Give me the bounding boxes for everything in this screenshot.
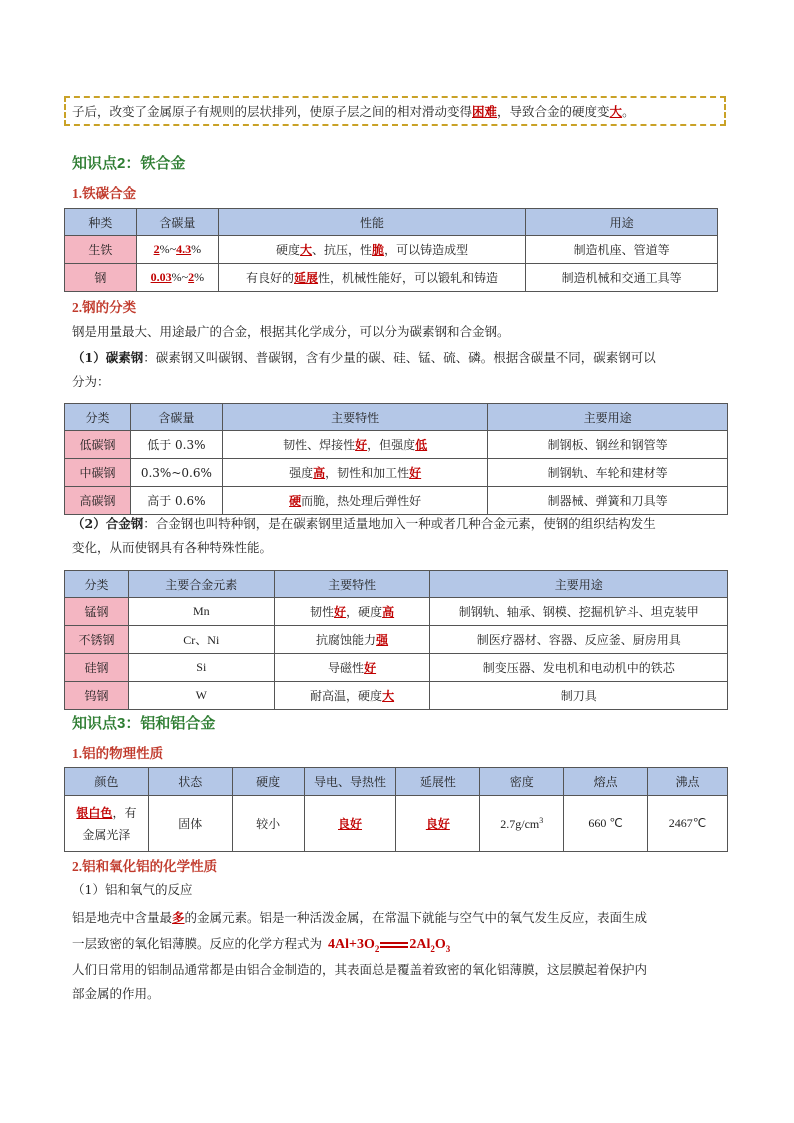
table-header: 分类 xyxy=(65,404,131,431)
row-label: 锰钢 xyxy=(65,598,129,626)
paragraph: （1）碳素钢：碳素钢又叫碳钢、普碳钢，含有少量的碳、硅、锰、硫、磷。根据含碳量不同，碳素钢可以 分为： xyxy=(72,350,656,389)
use-cell: 制器械、弹簧和刀具等 xyxy=(488,487,728,515)
boiling-point-cell: 2467℃ xyxy=(648,796,728,852)
property-cell: 韧性好，硬度高 xyxy=(274,598,430,626)
iron-carbon-table xyxy=(64,208,718,292)
melting-point-cell: 660 ℃ xyxy=(564,796,648,852)
carbon-cell: 0.3%~0.6% xyxy=(130,459,222,487)
answer-blank: 困难 xyxy=(472,105,498,119)
table-header: 主要合金元素 xyxy=(128,571,274,598)
property-cell: 韧性、焊接性好，但强度低 xyxy=(222,431,488,459)
table-header: 用途 xyxy=(526,209,718,236)
row-label: 硅钢 xyxy=(65,654,129,682)
table-row xyxy=(65,236,718,264)
property-cell: 硬度大、抗压，性脆，可以铸造成型 xyxy=(218,236,525,264)
answer-blank: 大 xyxy=(609,105,623,119)
section-title: 知识点2：铁合金 xyxy=(72,155,186,172)
carbon-cell: 低于 0.3% xyxy=(130,431,222,459)
row-label: 钢 xyxy=(65,264,137,292)
color-cell: 银白色，有 金属光泽 xyxy=(65,796,149,852)
paragraph: 一层致密的氧化铝薄膜。反应的化学方程式为 $4Al+3O_2$ $2Al_2O_3$ xyxy=(72,936,451,954)
use-cell: 制造机座、管道等 xyxy=(526,236,718,264)
property-cell: 抗腐蚀能力强 xyxy=(274,626,430,654)
property-cell: 耐高温，硬度大 xyxy=(274,682,430,710)
use-cell: 制医疗器材、容器、反应釜、厨房用具 xyxy=(430,626,728,654)
carbon-steel-table xyxy=(64,403,728,515)
state-cell: 固体 xyxy=(148,796,232,852)
table-header: 含碳量 xyxy=(130,404,222,431)
table-header: 密度 xyxy=(480,768,564,796)
table-header: 硬度 xyxy=(232,768,304,796)
table-header: 主要特性 xyxy=(274,571,430,598)
use-cell: 制钢轨、车轮和建材等 xyxy=(488,459,728,487)
paragraph: 铝是地壳中含量最多的金属元素。铝是一种活泼金属，在常温下就能与空气中的氧气发生反应，表面生成 xyxy=(72,910,648,925)
carbon-cell: 2%~4.3% xyxy=(136,236,218,264)
summary-text: 子后，改变了金属原子有规则的层状排列，使原子层之间的相对滑动变得 xyxy=(72,104,473,119)
use-cell: 制钢板、钢丝和钢管等 xyxy=(488,431,728,459)
table-row xyxy=(65,796,728,852)
table-header: 状态 xyxy=(148,768,232,796)
element-cell: W xyxy=(128,682,274,710)
use-cell: 制钢轨、轴承、钢模、挖掘机铲斗、坦克装甲 xyxy=(430,598,728,626)
paragraph: （1）铝和氧气的反应 xyxy=(72,882,193,897)
table-row xyxy=(65,626,728,654)
summary-text: ，导致合金的硬度变 xyxy=(497,104,610,119)
aluminum-physical-table xyxy=(64,767,728,852)
table-header: 含碳量 xyxy=(136,209,218,236)
use-cell: 制变压器、发电机和电动机中的铁芯 xyxy=(430,654,728,682)
density-cell: $2.7g/cm^3$ xyxy=(480,796,564,852)
carbon-cell: 0.03%~2% xyxy=(136,264,218,292)
element-cell: Si xyxy=(128,654,274,682)
table-row xyxy=(65,487,728,515)
paragraph: （2）合金钢：合金钢也叫特种钢，是在碳素钢里适量地加入一种或者几种合金元素，使钢的组织结构发生 变化，从而使钢具有各种特殊性能。 xyxy=(72,516,656,555)
table-header: 主要用途 xyxy=(488,404,728,431)
row-label: 中碳钢 xyxy=(65,459,131,487)
section-title: 知识点3：铝和铝合金 xyxy=(72,715,216,732)
row-label: 高碳钢 xyxy=(65,487,131,515)
subsection-title: 1.铁碳合金 xyxy=(72,186,137,201)
use-cell: 制刀具 xyxy=(430,682,728,710)
table-header: 沸点 xyxy=(648,768,728,796)
chemical-equation: $4Al+3O_2$ $2Al_2O_3$ xyxy=(328,937,451,954)
table-header: 颜色 xyxy=(65,768,149,796)
table-header: 主要特性 xyxy=(222,404,488,431)
paragraph: 钢是用量最大、用途最广的合金，根据其化学成分，可以分为碳素钢和合金钢。 xyxy=(72,324,510,339)
subsection-title: 1.铝的物理性质 xyxy=(72,746,164,761)
property-cell: 硬而脆，热处理后弹性好 xyxy=(222,487,488,515)
subsection-title: 2.铝和氧化铝的化学性质 xyxy=(72,859,218,874)
element-cell: Cr、Ni xyxy=(128,626,274,654)
property-cell: 有良好的延展性，机械性能好，可以锻轧和铸造 xyxy=(218,264,525,292)
table-row xyxy=(65,431,728,459)
table-header: 熔点 xyxy=(564,768,648,796)
table-row xyxy=(65,459,728,487)
use-cell: 制造机械和交通工具等 xyxy=(526,264,718,292)
table-header: 导电、导热性 xyxy=(304,768,396,796)
row-label: 钨钢 xyxy=(65,682,129,710)
summary-text: 。 xyxy=(622,104,635,119)
table-row xyxy=(65,598,728,626)
summary-box xyxy=(64,96,726,126)
table-header: 延展性 xyxy=(396,768,480,796)
hardness-cell: 较小 xyxy=(232,796,304,852)
table-header: 性能 xyxy=(218,209,525,236)
conductivity-cell: 良好 xyxy=(304,796,396,852)
table-row xyxy=(65,682,728,710)
table-header: 种类 xyxy=(65,209,137,236)
table-row xyxy=(65,654,728,682)
property-cell: 导磁性好 xyxy=(274,654,430,682)
paragraph: 人们日常用的铝制品通常都是由铝合金制造的，其表面总是覆盖着致密的氧化铝薄膜，这层膜起着保护内 部金属的作用。 xyxy=(72,962,648,1001)
table-header: 主要用途 xyxy=(430,571,728,598)
table-header: 分类 xyxy=(65,571,129,598)
alloy-steel-table xyxy=(64,570,728,710)
row-label: 生铁 xyxy=(65,236,137,264)
subsection-title: 2.钢的分类 xyxy=(72,300,137,315)
row-label: 不锈钢 xyxy=(65,626,129,654)
element-cell: Mn xyxy=(128,598,274,626)
carbon-cell: 高于 0.6% xyxy=(130,487,222,515)
ductility-cell: 良好 xyxy=(396,796,480,852)
table-row xyxy=(65,264,718,292)
row-label: 低碳钢 xyxy=(65,431,131,459)
property-cell: 强度高，韧性和加工性好 xyxy=(222,459,488,487)
